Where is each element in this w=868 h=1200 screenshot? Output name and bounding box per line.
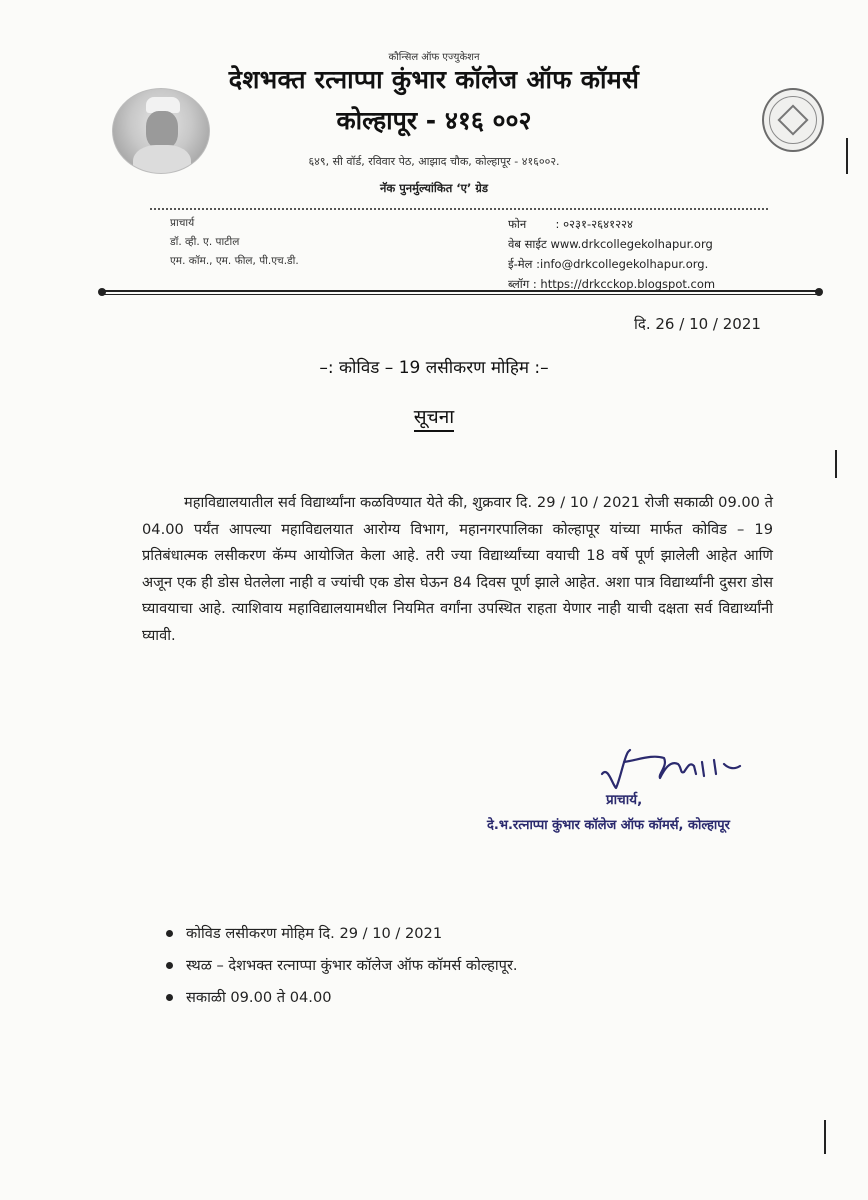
founder-portrait <box>112 88 210 174</box>
blog-label: ब्लॉग <box>508 277 530 291</box>
college-seal-logo <box>762 88 824 152</box>
notice-title: –: कोविड – 19 लसीकरण मोहिम :– <box>319 358 549 378</box>
scan-binder-mark <box>835 450 837 478</box>
website-label: वेब साईट <box>508 237 547 251</box>
phone-row <box>508 214 715 234</box>
phone-value: : ०२३१-२६४१२२४ <box>555 217 634 231</box>
council-name: कौन्सिल ऑफ एज्युकेशन <box>388 52 480 63</box>
phone-label: फोन <box>508 217 527 231</box>
summary-list <box>166 918 726 1014</box>
header-double-rule <box>100 290 820 295</box>
notice-heading: सूचना <box>0 403 868 429</box>
scan-binder-mark <box>824 1120 826 1154</box>
email-row <box>508 254 715 274</box>
principal-qualification: एम. कॉम., एम. फील, पी.एच.डी. <box>170 255 299 267</box>
principal-stamp: प्राचार्य, <box>606 792 643 808</box>
college-stamp: दे.भ.रत्नाप्पा कुंभार कॉलेज ऑफ कॉमर्स, कोल्हापूर <box>487 818 730 833</box>
website-value[interactable]: www.drkcollegekolhapur.org <box>550 237 713 251</box>
notice-date: दि. 26 / 10 / 2021 <box>634 315 761 333</box>
list-item: सकाळी 09.00 ते 04.00 <box>166 982 726 1014</box>
naac-grade: नॅक पुनर्मुल्यांकित ‘ए’ ग्रेड <box>379 181 489 195</box>
principal-designation: प्राचार्य <box>170 217 195 229</box>
college-city-pin: कोल्हापूर - ४१६ ००२ <box>336 106 532 135</box>
college-address: ६४९, सी वॉर्ड, रविवार पेठ, आझाद चौक, कोल्हापूर - ४१६००२. <box>308 155 560 168</box>
contact-info <box>508 214 715 294</box>
list-item: कोविड लसीकरण मोहिम दि. 29 / 10 / 2021 <box>166 918 726 950</box>
blog-value[interactable]: : https://drkcckop.blogspot.com <box>532 277 716 291</box>
rule-end-dot <box>98 288 106 296</box>
rule-end-dot <box>815 288 823 296</box>
email-label: ई-मेल <box>508 257 533 271</box>
list-item: स्थळ – देशभक्त रत्नाप्पा कुंभार कॉलेज ऑफ कॉमर्स कोल्हापूर. <box>166 950 726 982</box>
email-value[interactable]: :info@drkcollegekolhapur.org. <box>536 257 709 271</box>
scan-binder-mark <box>846 138 848 174</box>
header-dotted-divider <box>150 208 768 210</box>
principal-info <box>170 214 299 271</box>
website-row <box>508 234 715 254</box>
principal-name: डॉ. व्ही. ए. पाटील <box>170 236 240 248</box>
college-name: देशभक्त रत्नाप्पा कुंभार कॉलेज ऑफ कॉमर्स <box>228 65 640 94</box>
principal-signature <box>598 744 748 792</box>
notice-body: महाविद्यालयातील सर्व विद्यार्थ्यांना कळविण्यात येते की, शुक्रवार दि. 29 / 10 / 2021 रोजी सकाळी 09.00 ते 04.00 पर्यंत आपल्या महाविद्यलयात आरोग्य विभाग, महानगरपालिका कोल्हापूर यांच्या मार्फत कोविड – 19 प्रतिबंधात्मक लसीकरण कॅम्प आयोजित केला आहे. तरी ज्या विद्यार्थ्यांच्या वयाची 18 वर्षे पूर्ण झालेली आहेत आणि अजून एक ही डोस घेतलेला नाही व ज्यांची एक डोस घेऊन 84 दिवस पूर्ण झाले आहेत. अशा पात्र विद्यार्थ्यांनी दुसरा डोस घ्यावयाचा आहे. त्याशिवाय महाविद्यालयामधील नियमित वर्गांना उपस्थित राहता येणार नाही याची दक्षता सर्व विद्यार्थ्यांनी घ्यावी. <box>142 494 773 644</box>
